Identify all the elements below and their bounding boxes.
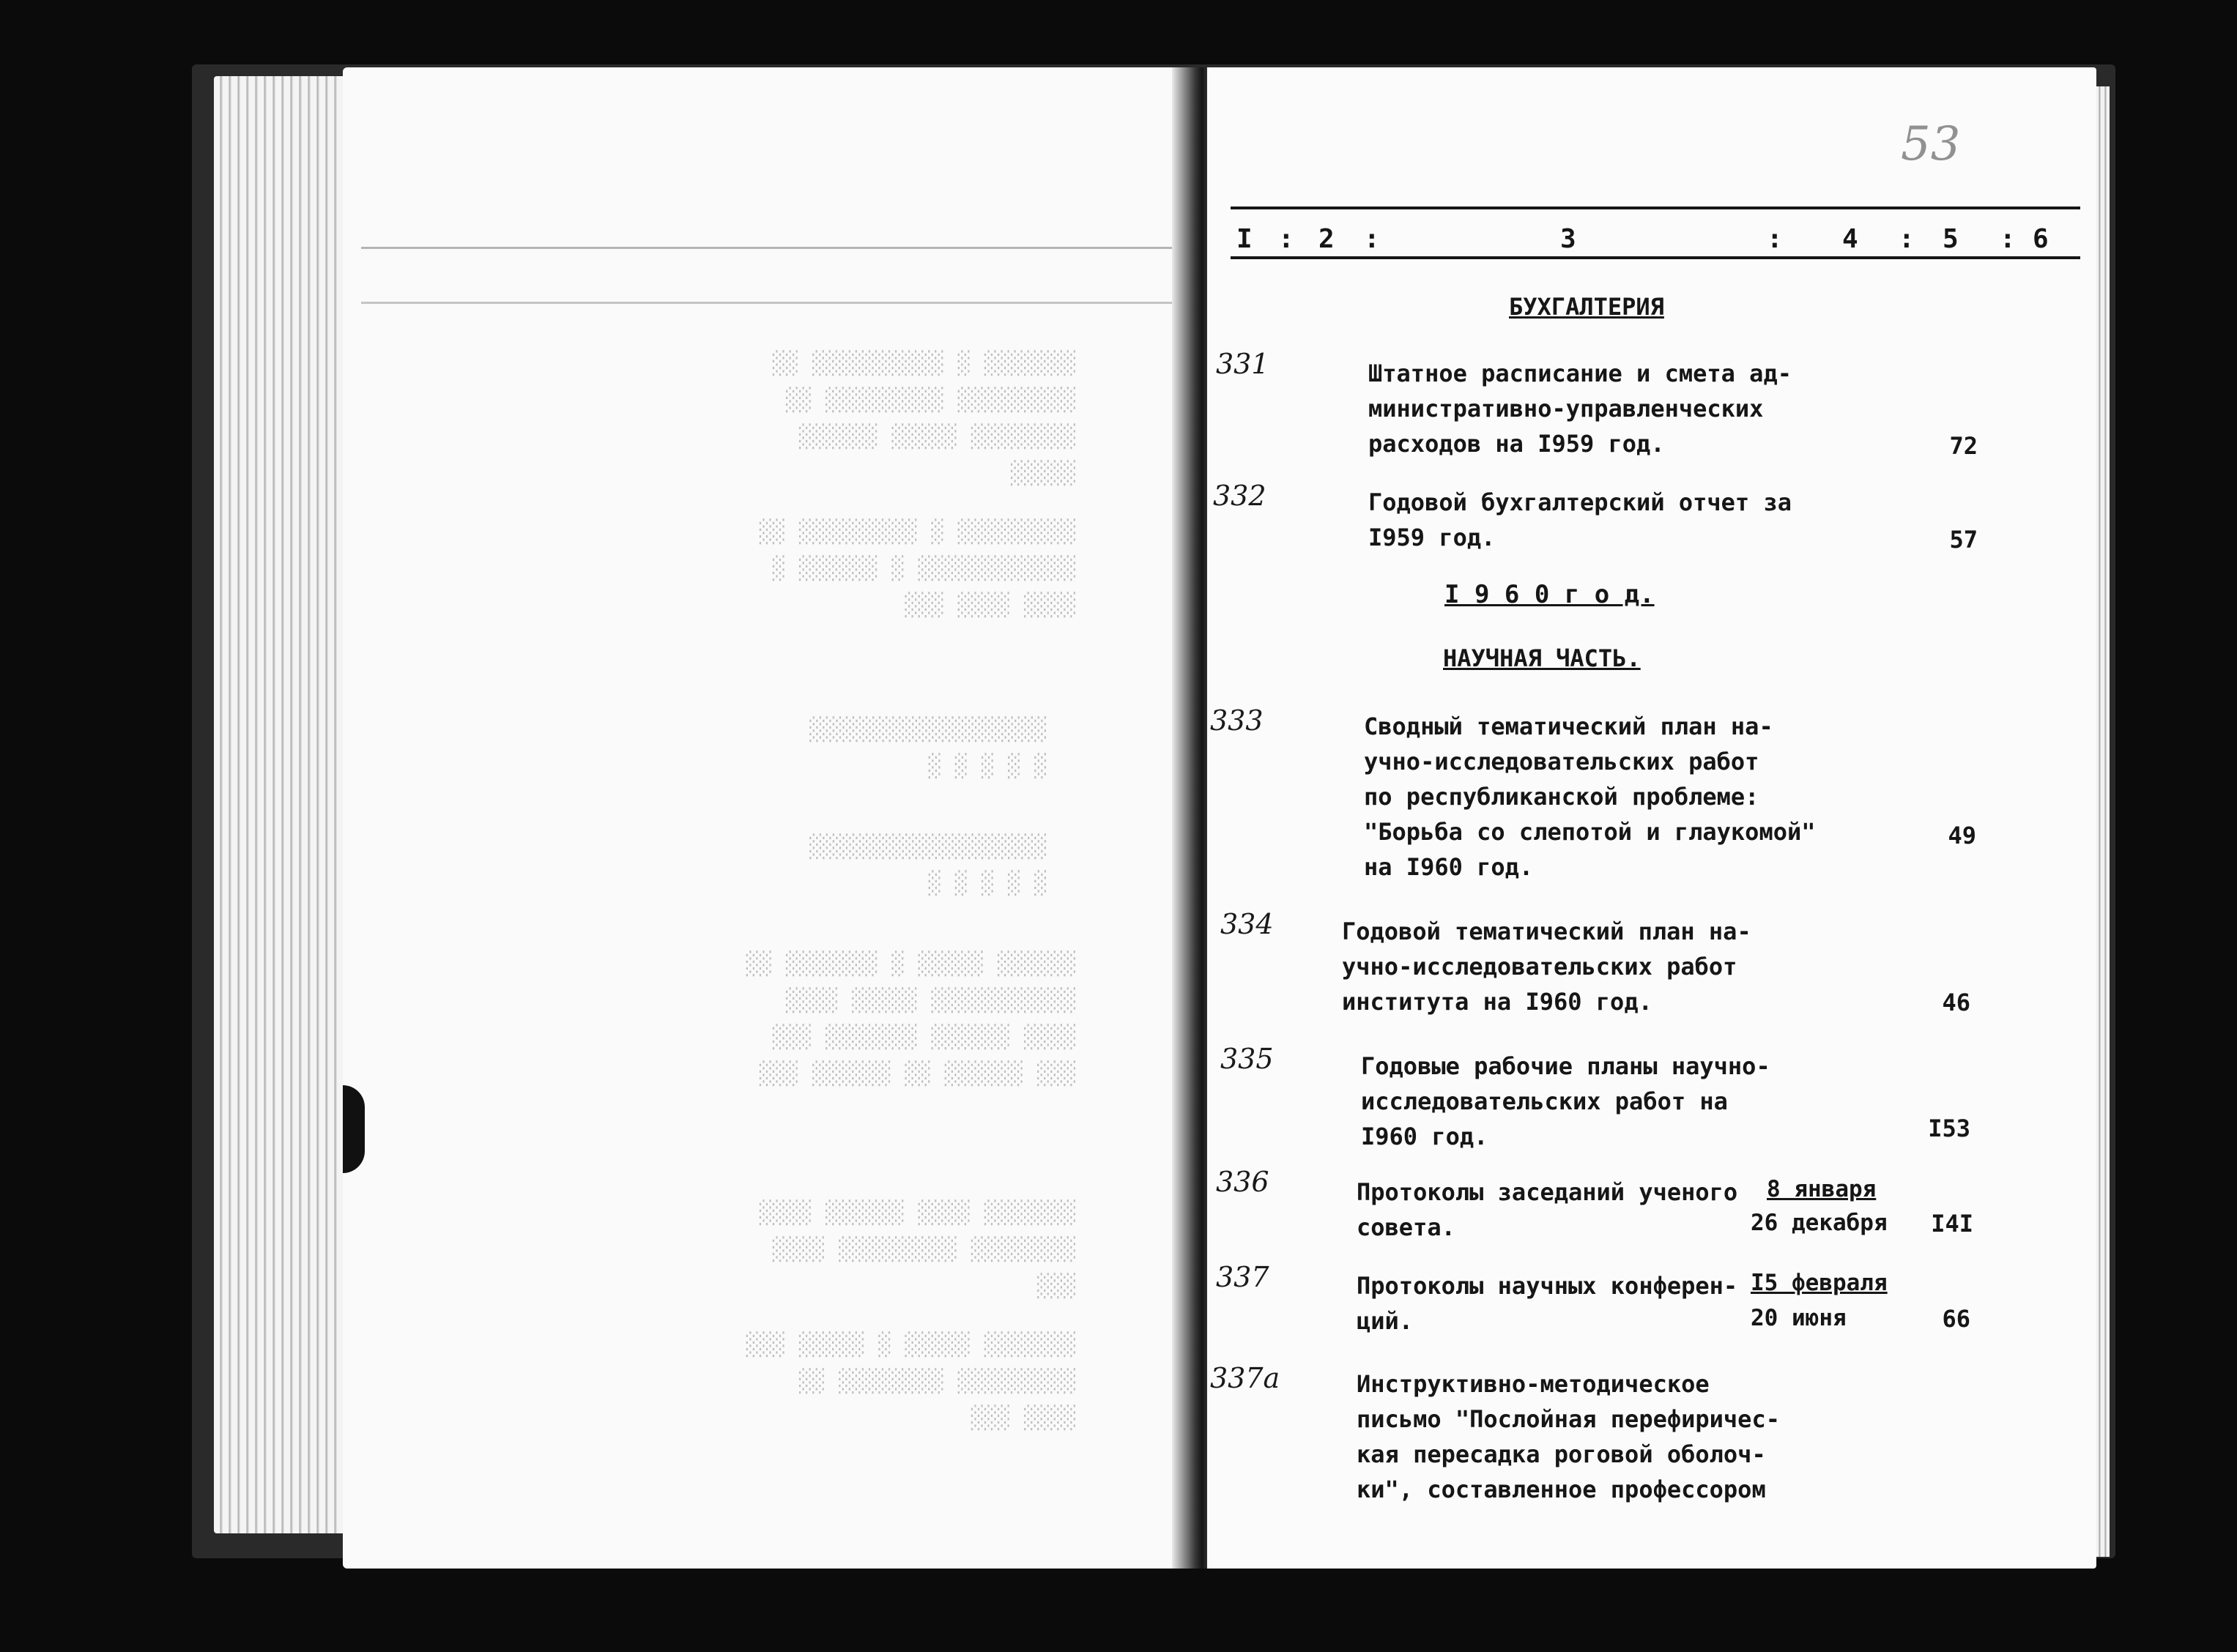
header-col-6: 6 — [2033, 224, 2049, 254]
entry-date-from: I5 февраля — [1751, 1270, 1888, 1296]
entry-title: Протоколы научных конферен- ций. — [1357, 1272, 1738, 1335]
header-top-line — [1231, 206, 2080, 209]
header-col-5: 5 — [1943, 224, 1959, 254]
header-col-4: 4 — [1842, 224, 1858, 254]
faded-text-block: ░░░░░░░░░░░░░░░░░░ ░ ░ ░ ░ ░ — [807, 834, 1046, 896]
entry-pages: 46 — [1942, 989, 1970, 1016]
entry-number: 332 — [1213, 480, 1266, 512]
entry-date-to: 26 декабря — [1751, 1210, 1888, 1236]
header-bottom-line — [1231, 256, 2080, 259]
faded-text-block: ░░░░░░░░░░░░░░░░░░ ░ ░ ░ ░ ░ — [807, 717, 1046, 779]
header-sep: : — [1767, 224, 1783, 254]
faded-text-block: ░░░░░░░ ░ ░░░░░░░░░░ ░░ ░░░░░░░░░ ░░░░░░░░░ ░░ ░░░░░░░░ ░░░░░ ░░░░░░ ░░░░░ — [771, 351, 1075, 486]
section-science: НАУЧНАЯ ЧАСТЬ. — [1443, 644, 1641, 672]
header-sep: : — [2000, 224, 2016, 254]
handwritten-page-number: 53 — [1901, 117, 1961, 171]
header-sep: : — [1364, 224, 1380, 254]
entry-number: 335 — [1220, 1043, 1274, 1075]
entry-pages: I4I — [1931, 1210, 1973, 1238]
entry-pages: 49 — [1948, 822, 1976, 849]
entry-pages: 66 — [1942, 1305, 1970, 1333]
entry-pages: 72 — [1949, 432, 1978, 460]
entry-title: Годовой бухгалтерский отчет за I959 год. — [1368, 488, 1792, 551]
faded-text-block: ░░░░░░░░░ ░ ░░░░░░░░░ ░░ ░░░░░░░░░░░░ ░ ░░░░░░ ░ ░░░░ ░░░░ ░░░ — [757, 519, 1075, 618]
header-sep: : — [1278, 224, 1294, 254]
entry-date-to: 20 июня — [1751, 1305, 1847, 1331]
section-accounting: БУХГАЛТЕРИЯ — [1509, 293, 1664, 321]
entry-number: 334 — [1220, 908, 1274, 940]
entry-number: 337 — [1216, 1261, 1269, 1293]
entry-title: Протоколы заседаний ученого совета. — [1357, 1178, 1738, 1241]
faded-text-block: ░░░░░░ ░░░░░ ░ ░░░░░░░ ░░ ░░░░░░░░░░░ ░░░░░ ░░░░ ░░░░ ░░░░░░ ░░░░░░░ ░░░ ░░░ ░░░░░░ ░░ ░░░░░░ ░░░ — [744, 951, 1075, 1087]
faded-text-block: ░░░░░░░ ░░░░░ ░ ░░░░░ ░░░ ░░░░░░░░░ ░░░░░░░░ ░░ ░░░░ ░░░ — [744, 1332, 1075, 1431]
entry-date-from: 8 января — [1767, 1176, 1877, 1202]
entry-title: Сводный тематический план на- учно-исследовательских работ по республиканской проблеме: "Борьба со слепотой и глаукомой" на I960 год. — [1364, 712, 1816, 881]
section-year: I 9 6 0 г о д. — [1444, 580, 1655, 609]
binding-hole — [343, 1085, 365, 1173]
left-page-header-line-2 — [361, 302, 1181, 304]
left-page-header-line — [361, 247, 1181, 249]
entry-number: 337а — [1210, 1362, 1280, 1394]
left-page — [343, 67, 1200, 1569]
entry-number: 331 — [1216, 348, 1269, 380]
page-edges — [214, 76, 353, 1533]
entry-title: Годовые рабочие планы научно- исследовательских работ на I960 год. — [1361, 1052, 1770, 1150]
entry-pages: 57 — [1949, 526, 1978, 554]
entry-number: 336 — [1216, 1166, 1269, 1198]
header-col-1: I — [1236, 224, 1253, 254]
entry-title: Штатное расписание и смета ад- министративно-управленческих расходов на I959 год. — [1368, 360, 1792, 458]
faded-text-block: ░░░░░░░ ░░░░ ░░░░░░ ░░░░ ░░░░░░░░ ░░░░░░░░░ ░░░░ ░░░ — [757, 1200, 1075, 1299]
entry-title: Годовой тематический план на- учно-исследовательских работ института на I960 год. — [1342, 918, 1751, 1016]
header-sep: : — [1899, 224, 1915, 254]
entry-number: 333 — [1210, 704, 1264, 737]
header-col-3: 3 — [1560, 224, 1576, 254]
entry-pages: I53 — [1928, 1115, 1970, 1142]
header-col-2: 2 — [1318, 224, 1335, 254]
entry-title: Инструктивно-методическое письмо "Послойная перефиричес- кая пересадка роговой оболоч- ки", составленное профессором — [1357, 1370, 1780, 1503]
